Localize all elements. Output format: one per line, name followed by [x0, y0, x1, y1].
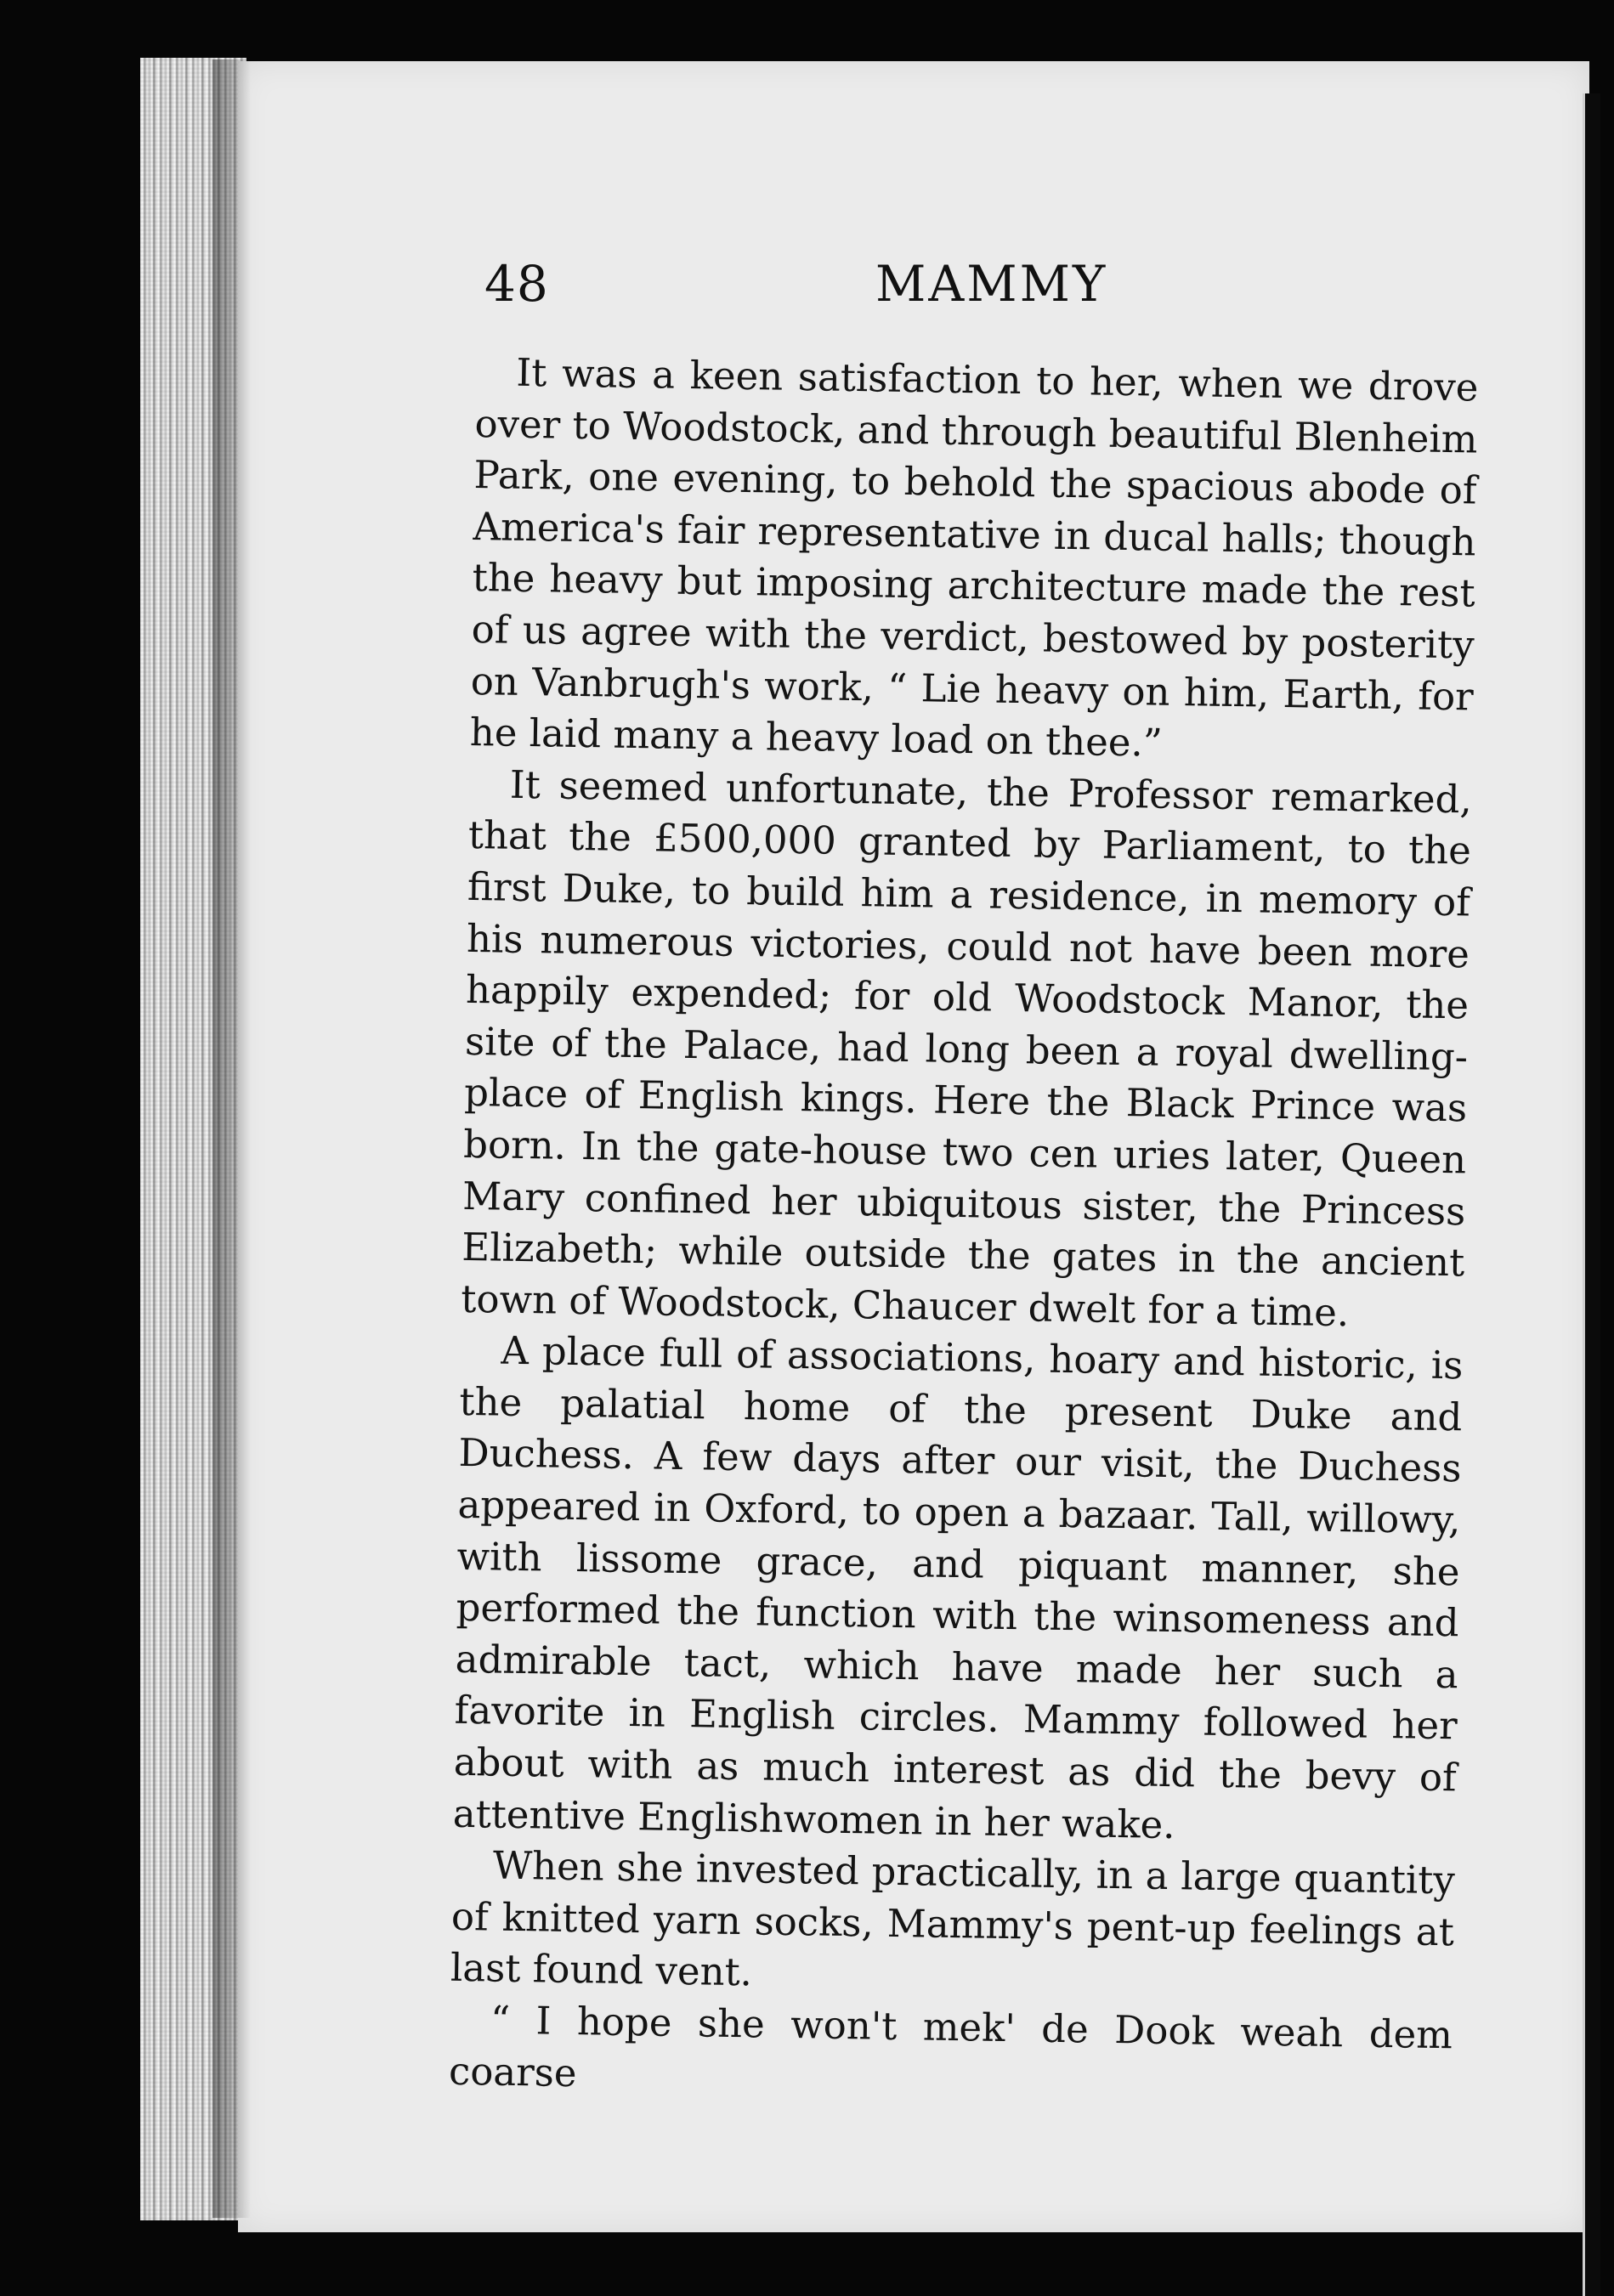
paragraph: “ I hope she won't mek' de Dook weah dem coarse	[448, 1997, 1453, 2095]
body-text	[449, 347, 1479, 2112]
paragraph: A place full of associations, hoary and historic, is the palatial home of the present Duke and Duchess. A few days after our visit, the Duchess appeared in Oxford, to open a bazaar. Tall, willowy, with lissome grace, and piquant manner, she performed the function with the winsomeness and admirable tact, which have made her such a favorite in English circles. Mammy followed her about with as much interest as did the bevy of attentive Englishwomen in her wake.	[452, 1327, 1464, 1847]
page-right-edge	[1583, 93, 1600, 2296]
spine-shadow	[212, 59, 251, 2218]
paragraph: When she invested practically, in a large quantity of knitted yarn socks, Mammy's pent-up feelings at last found vent.	[450, 1842, 1456, 1995]
running-head: MAMMY	[875, 255, 1108, 313]
page-number: 48	[484, 255, 549, 313]
paragraph: It was a keen satisfaction to her, when we drove over to Woodstock, and through beautiful Blenheim Park, one evening, to behold the spacious abode of America's fair representative in ducal halls; though the heavy but imposing architecture made the rest of us agree with the verdict, bestowed by posterity on Vanbrugh's work, “ Lie heavy on him, Earth, for he laid many a heavy load on thee.”	[469, 349, 1479, 766]
paragraph: It seemed unfortunate, the Professor remarked, that the £500,000 granted by Parliament, to the first Duke, to build him a residence, in memory of his numerous victories, could not have been more happily expended; for old Woodstock Manor, the site of the Palace, had long been a royal dwelling-place of English kings. Here the Black Prince was born. In the gate-house two cen uries later, Queen Mary confined her ubiquitous sister, the Princess Elizabeth; while outside the gates in the ancient town of Woodstock, Chaucer dwelt for a time.	[460, 761, 1473, 1335]
page-header	[484, 255, 1470, 323]
